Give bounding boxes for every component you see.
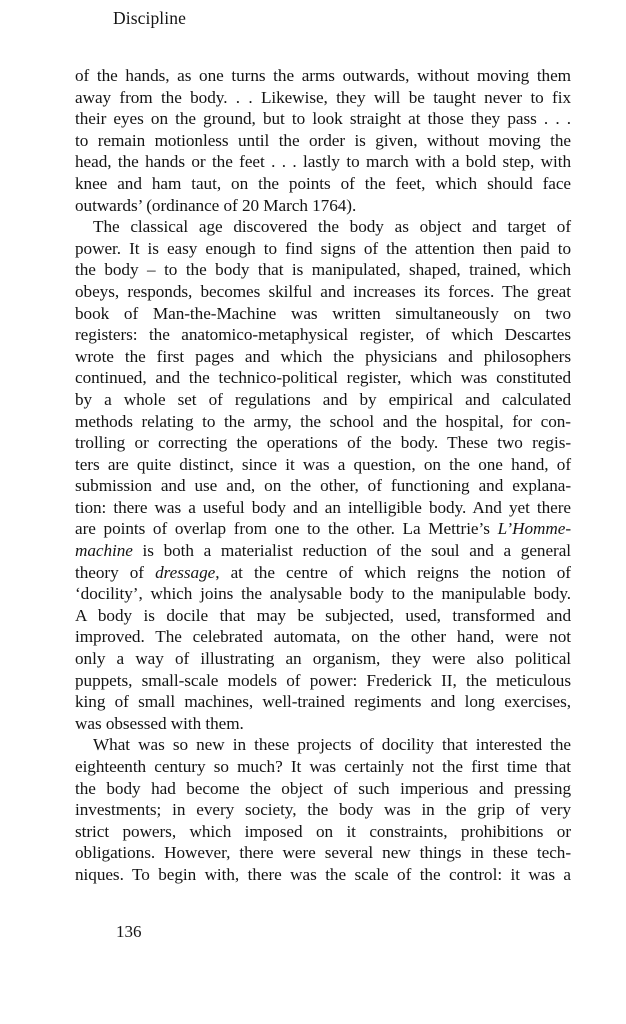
text-line: by a whole set of regulations and by empirical and calculated	[75, 389, 571, 409]
text-line: puppets, small-scale models of power: Frederick II, the meticulous	[75, 670, 571, 690]
text-line: away from the body. . . Likewise, they will be taught never to fix	[75, 87, 571, 107]
paragraph-start-line: What was so new in these projects of docility that interested the	[93, 735, 571, 755]
text-line: book of Man-the-Machine was written simultaneously on two	[75, 303, 571, 323]
text-segment: are points of overlap from one to the other. La Mettrie’s	[75, 519, 498, 539]
page-number: 136	[116, 922, 142, 941]
text-line-with-italic	[75, 518, 571, 540]
text-line-with-italic	[75, 540, 571, 562]
text-line: ‘docility’, which joins the analysable body to the manipulable body.	[75, 584, 571, 604]
text-line: continued, and the technico-political register, which was constituted	[75, 368, 571, 388]
text-line: head, the hands or the feet . . . lastly to march with a bold step, with	[75, 152, 571, 172]
text-line-with-italic	[75, 562, 571, 584]
text-line: improved. The celebrated automata, on the other hand, were not	[75, 627, 571, 647]
text-line: methods relating to the army, the school and the hospital, for con-	[75, 411, 571, 431]
text-line: the body – to the body that is manipulated, shaped, trained, which	[75, 260, 571, 280]
body-text	[75, 65, 571, 886]
text-segment: is both a materialist reduction of the soul and a general	[132, 541, 571, 561]
text-line: eighteenth century so much? It was certainly not the first time that	[75, 757, 571, 776]
italic-title: L’Homme-	[497, 519, 571, 539]
text-line: submission and use and, on the other, of functioning and explana-	[75, 476, 571, 496]
running-head: Discipline	[113, 8, 186, 28]
text-line: the body had become the object of such imperious and pressing	[75, 778, 571, 798]
text-line: power. It is easy enough to find signs of the attention then paid to	[75, 238, 571, 258]
text-line: only a way of illustrating an organism, they were also political	[75, 649, 571, 669]
text-line: tion: there was a useful body and an intelligible body. And yet there	[75, 497, 571, 517]
text-line: to remain motionless until the order is given, without moving the	[75, 130, 571, 150]
text-line: wrote the first pages and which the physicians and philosophers	[75, 346, 571, 366]
text-line: investments; in every society, the body was in the grip of very	[75, 800, 571, 820]
text-line: strict powers, which imposed on it constraints, prohibitions or	[75, 821, 571, 841]
text-line: of the hands, as one turns the arms outwards, without moving them	[75, 66, 571, 85]
text-line: niques. To begin with, there was the scale of the control: it was a	[75, 864, 571, 884]
text-line: outwards’ (ordinance of 20 March 1764).	[75, 195, 357, 215]
text-line: trolling or correcting the operations of the body. These two regis-	[75, 433, 571, 453]
italic-title: machine	[75, 541, 133, 561]
text-line: A body is docile that may be subjected, used, transformed and	[75, 605, 571, 625]
text-line: ters are quite distinct, since it was a question, on the one hand, of	[75, 454, 571, 474]
text-segment: theory of	[75, 562, 156, 582]
text-line: obligations. However, there were several new things in these tech-	[75, 843, 571, 863]
text-line: obeys, responds, becomes skilful and increases its forces. The great	[75, 281, 571, 301]
text-segment: , at the centre of which reigns the notion of	[215, 562, 571, 582]
paragraph-start-line: The classical age discovered the body as object and target of	[93, 217, 571, 237]
text-line: knee and ham taut, on the points of the feet, which should face	[75, 173, 571, 193]
text-line: their eyes on the ground, but to look straight at those they pass . . .	[75, 109, 571, 129]
italic-term: dressage	[155, 562, 216, 582]
text-line: registers: the anatomico-metaphysical register, of which Descartes	[75, 325, 571, 345]
text-line: was obsessed with them.	[75, 713, 244, 733]
text-line: king of small machines, well-trained regiments and long exercises,	[75, 692, 571, 712]
